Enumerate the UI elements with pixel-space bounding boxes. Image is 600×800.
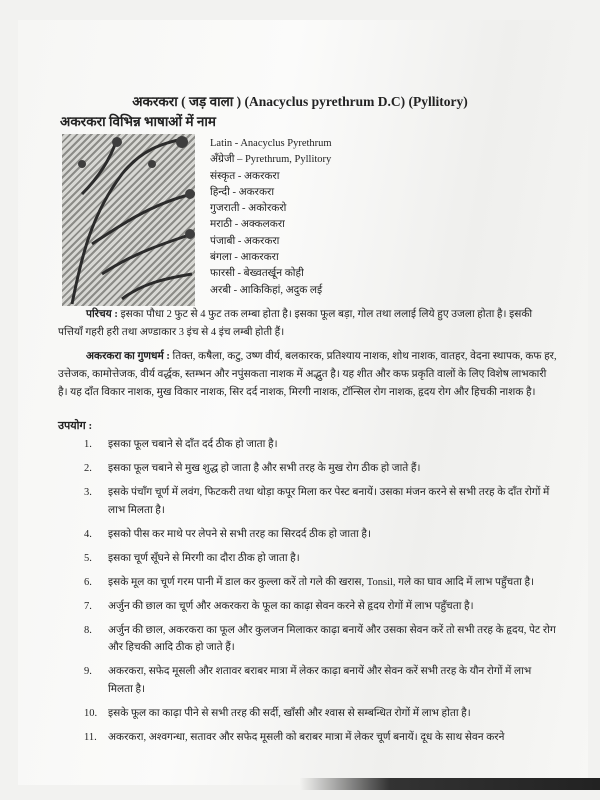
- document-title: अकरकरा ( जड़ वाला ) (Anacyclus pyrethrum D.C) (Pyllitory): [132, 94, 468, 109]
- uses-list: [84, 436, 558, 753]
- list-item: [84, 574, 558, 592]
- properties-text: तिक्त, कषैला, कटु, उष्ण वीर्य, बलकारक, प्रतिश्याय नाशक, शोथ नाशक, वातहर, वेदना स्थापक, कफ हर, उत्तेजक, कामोत्तेजक, वीर्य वर्द्धक, स्तम्भन और नपुंसकता नाशक में अद्भुत है। यह शीत और कफ प्रकृति वालों के लिए विशेष लाभकारी है। यह दाँत विकार नाशक, मुख विकार नाशक, सिर दर्द नाशक, मिरगी नाशक, टॉन्सिल रोग नाशक, हृदय रोग और हिचकी नाशक है।: [58, 351, 557, 398]
- item-text: इसके मूल का चूर्ण गरम पानी में डाल कर कुल्ला करें तो गले की खरास, Tonsil, गले का घाव आदि में लाभ पहुँचता है।: [108, 576, 535, 588]
- plant-illustration: [62, 134, 195, 306]
- list-item: [84, 598, 558, 616]
- properties-label: अकरकरा का गुणधर्म :: [86, 351, 170, 362]
- list-item: [84, 705, 558, 723]
- name-hindi: हिन्दी - अकरकरा: [210, 186, 275, 198]
- item-number: 11.: [84, 731, 97, 743]
- intro-paragraph: [58, 306, 558, 342]
- list-item: [84, 663, 558, 698]
- item-text: अकरकरा, अश्वगन्धा, सतावर और सफेद मूसली को बराबर मात्रा में लेकर चूर्ण बनायें। दूध के साथ सेवन करने: [108, 731, 505, 743]
- item-number: 5.: [84, 552, 92, 564]
- item-text: इसका चूर्ण सूँघने से मिरगी का दौरा ठीक हो जाता है।: [108, 552, 300, 564]
- item-text: अर्जुन की छाल का चूर्ण और अकरकरा के फूल का काढ़ा सेवन करने से हृदय रोगों में लाभ पहुँचता है।: [108, 600, 474, 612]
- item-text: इसके पंचाँग चूर्ण में लवंग, फिटकरी तथा थोड़ा कपूर मिला कर पेस्ट बनायें। उसका मंजन करने से सभी तरह के दाँत रोगों में लाभ मिलता है।: [108, 487, 550, 516]
- item-number: 3.: [84, 487, 92, 498]
- properties-paragraph: [58, 348, 558, 402]
- item-text: इसको पीस कर माथे पर लेपने से सभी तरह का सिरदर्द ठीक हो जाता है।: [108, 528, 371, 540]
- name-english: अँग्रेजी – Pyrethrum, Pyllitory: [210, 154, 332, 166]
- list-item: [84, 526, 558, 544]
- list-item: [84, 622, 558, 657]
- item-number: 6.: [84, 576, 92, 588]
- item-number: 2.: [84, 463, 92, 474]
- item-number: 8.: [84, 624, 92, 636]
- item-text: अकरकरा, सफेद मूसली और शतावर बराबर मात्रा में लेकर काढ़ा बनायें और सेवन करें सभी तरह के यौन रोगों में लाभ मिलता है।: [108, 666, 532, 695]
- intro-text: इसका पौधा 2 फुट से 4 फुट तक लम्बा होता है। इसका फूल बड़ा, गोल तथा ललाई लिये हुए उजला होता है। इसकी पत्तियाँ गहरी हरी तथा अण्डाकार 3 इंच से 4 इंच लम्बी होती हैं।: [58, 309, 533, 338]
- name-gujarati: गुजराती - अकोरकरो: [210, 203, 287, 215]
- list-item: [84, 550, 558, 568]
- uses-heading: उपयोग :: [58, 420, 93, 432]
- name-persian: फारसी - बेख्वतर्खून कोही: [210, 268, 304, 280]
- name-arabic: अरबी - आकिकिहां, अदुक लई: [210, 284, 323, 296]
- page-edge-shadow: [300, 778, 600, 790]
- item-text: इसके फूल का काढ़ा पीने से सभी तरह की सर्दी, खाँसी और श्वास से सम्बन्धित रोगों में लाभ होता है।: [108, 707, 471, 719]
- name-latin: Latin - Anacyclus Pyrethrum: [210, 138, 332, 149]
- name-sanskrit: संस्कृत - अकरकरा: [210, 170, 280, 182]
- item-text: इसका फूल चबाने से दाँत दर्द ठीक हो जाता है।: [108, 439, 278, 450]
- item-number: 9.: [84, 666, 92, 677]
- name-marathi: मराठी - अक्कलकरा: [210, 219, 285, 231]
- item-text: इसका फूल चबाने से मुख शुद्ध हो जाता है और सभी तरह के मुख रोग ठीक हो जाते हैं।: [108, 463, 421, 474]
- name-bengali: बंगला - आकरकरा: [210, 252, 279, 264]
- intro-label: परिचय :: [86, 309, 118, 320]
- name-punjabi: पंजाबी - अकरकरा: [210, 235, 280, 247]
- item-number: 1.: [84, 439, 92, 450]
- language-names-list: [210, 136, 332, 299]
- list-item: [84, 729, 558, 747]
- item-text: अर्जुन की छाल, अकरकरा का फूल और कुलजन मिलाकर काढ़ा बनायें और उसका सेवन करें तो सभी तरह के हृदय, पेट रोग और हिचकी आदि ठीक हो जाते हैं।: [108, 624, 556, 653]
- list-item: [84, 460, 558, 478]
- item-number: 7.: [84, 600, 92, 612]
- list-item: [84, 484, 558, 519]
- list-item: [84, 436, 558, 454]
- names-heading: अकरकरा विभिन्न भाषाओं में नाम: [60, 114, 216, 129]
- item-number: 10.: [84, 707, 98, 719]
- item-number: 4.: [84, 528, 92, 540]
